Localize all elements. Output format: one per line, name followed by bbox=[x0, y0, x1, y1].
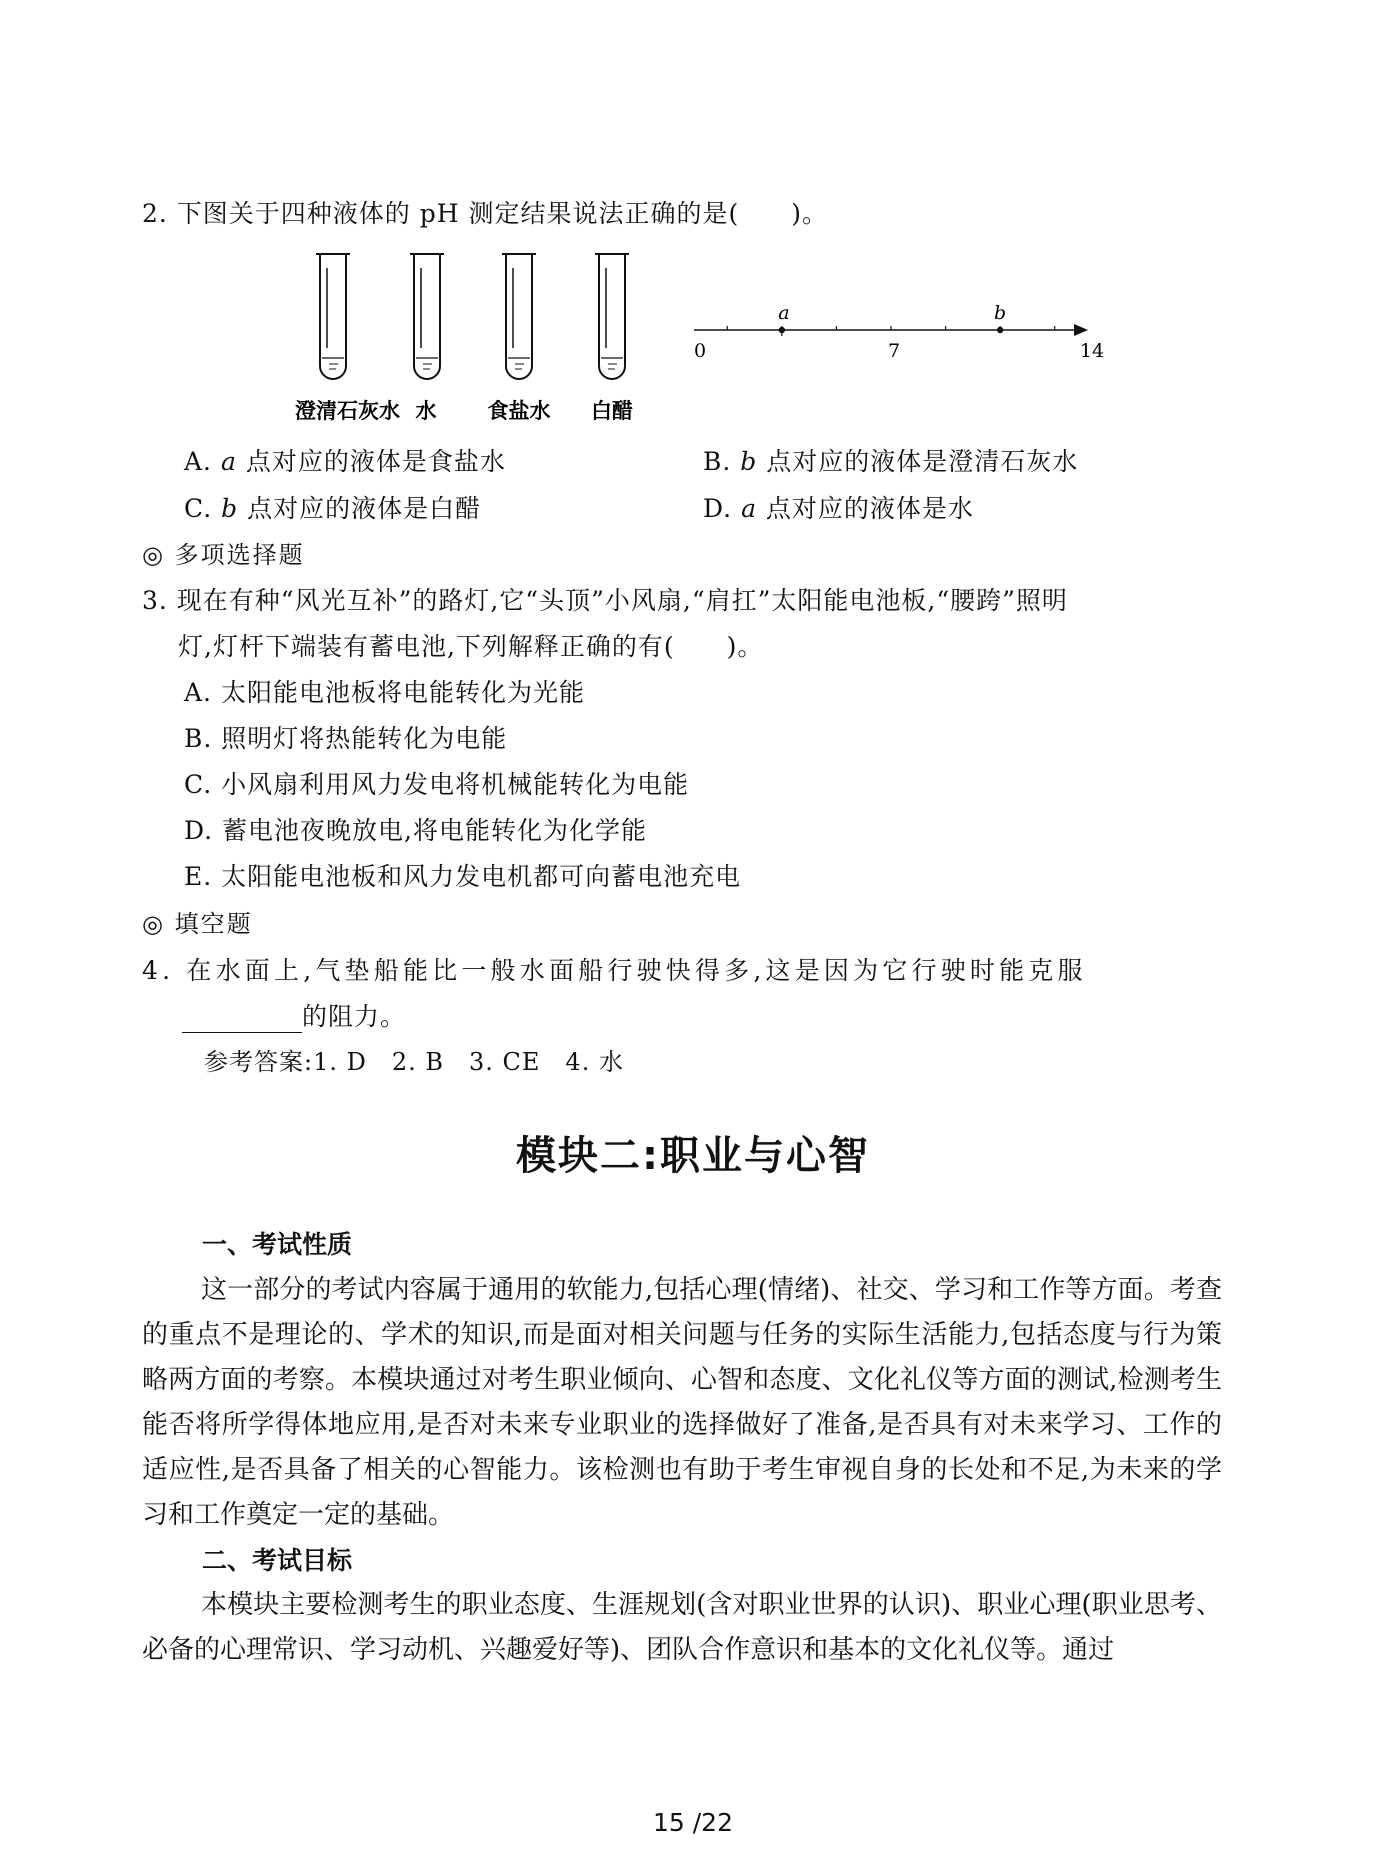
point-b-label: b bbox=[994, 302, 1007, 324]
section-fill-in: ◎ 填空题 bbox=[142, 910, 253, 938]
option-a-var: a bbox=[220, 447, 237, 476]
section-multiple-choice: ◎ 多项选择题 bbox=[142, 541, 305, 569]
module-title: 模块二:职业与心智 bbox=[516, 1133, 870, 1179]
option-d-var: a bbox=[741, 494, 757, 523]
part2-paragraph: 本模块主要检测考生的职业态度、生涯规划(含对职业世界的认识)、职业心理(职业思考、必备的心理常识、学习动机、兴趣爱好等)、团队合作意识和基本的文化礼仪等。通过 bbox=[142, 1590, 1222, 1665]
option-c-var: b bbox=[221, 494, 239, 523]
option-c-letter: C. bbox=[184, 494, 213, 523]
tube-label-limewater: 澄清石灰水 bbox=[295, 398, 400, 423]
test-tube-saltwater bbox=[502, 254, 536, 379]
option-a-letter: A. bbox=[184, 447, 213, 476]
q4-stem-line1: 4. 在水面上,气垫船能比一般水面船行驶快得多,这是因为它行驶时能克服 bbox=[142, 956, 1087, 985]
option-b-text: 点对应的液体是澄清石灰水 bbox=[766, 447, 1079, 476]
q3-option-a: A. 太阳能电池板将电能转化为光能 bbox=[184, 678, 585, 707]
q4-answer-blank bbox=[182, 1008, 302, 1033]
option-c-text: 点对应的液体是白醋 bbox=[247, 494, 482, 523]
q3-option-c: C. 小风扇利用风力发电将机械能转化为电能 bbox=[184, 770, 690, 799]
q3-stem-line1: 3. 现在有种“风光互补”的路灯,它“头顶”小风扇,“肩扛”太阳能电池板,“腰跨”照明 bbox=[142, 586, 1068, 615]
q2-option-a bbox=[184, 446, 506, 478]
q3-stem-line2: 灯,灯杆下端装有蓄电池,下列解释正确的有( )。 bbox=[178, 632, 764, 661]
option-d-letter: D. bbox=[703, 494, 733, 523]
part1-heading: 一、考试性质 bbox=[202, 1230, 353, 1259]
part2-heading: 二、考试目标 bbox=[202, 1546, 353, 1575]
q2-option-d bbox=[703, 493, 974, 525]
tube-label-vinegar: 白醋 bbox=[591, 398, 633, 423]
option-b-var: b bbox=[740, 447, 758, 476]
q2-option-b bbox=[703, 446, 1078, 478]
test-tube-limewater bbox=[316, 254, 350, 379]
q2-option-c bbox=[184, 493, 481, 525]
q3-option-b: B. 照明灯将热能转化为电能 bbox=[184, 724, 508, 753]
q3-option-e: E. 太阳能电池板和风力发电机都可向蓄电池充电 bbox=[184, 862, 742, 891]
test-tubes-figure bbox=[280, 248, 680, 426]
option-a-text: 点对应的液体是食盐水 bbox=[245, 447, 506, 476]
q3-option-d: D. 蓄电池夜晚放电,将电能转化为化学能 bbox=[184, 816, 647, 845]
q4-stem-suffix: 的阻力。 bbox=[302, 1002, 407, 1031]
test-tube-water bbox=[410, 254, 444, 379]
q2-stem: 2. 下图关于四种液体的 pH 测定结果说法正确的是( )。 bbox=[142, 199, 829, 228]
axis-arrow-icon bbox=[1074, 324, 1088, 336]
option-d-text: 点对应的液体是水 bbox=[765, 494, 974, 523]
part1-section bbox=[142, 1222, 1222, 1673]
axis-label-14: 14 bbox=[1079, 340, 1105, 362]
point-a-label: a bbox=[778, 302, 790, 324]
test-tube-vinegar bbox=[595, 254, 629, 379]
axis-label-7: 7 bbox=[887, 340, 901, 362]
reference-answers: 参考答案:1. D 2. B 3. CE 4. 水 bbox=[204, 1048, 624, 1076]
tube-label-saltwater: 食盐水 bbox=[487, 398, 551, 423]
tube-label-water: 水 bbox=[415, 398, 437, 423]
q4-stem-line2 bbox=[182, 1001, 406, 1033]
page-number: 15 /22 bbox=[653, 1808, 733, 1837]
part1-paragraph: 这一部分的考试内容属于通用的软能力,包括心理(情绪)、社交、学习和工作等方面。考查的重点不是理论的、学术的知识,而是面对相关问题与任务的实际生活能力,包括态度与行为策略两方面的考察。本模块通过对考生职业倾向、心智和态度、文化礼仪等方面的测试,检测考生能否将所学得体地应用,是否对未来专业职业的选择做好了准备,是否具有对未来学习、工作的适应性,是否具备了相关的心智能力。该检测也有助于考生审视自身的长处和不足,为未来的学习和工作奠定一定的基础。 bbox=[142, 1275, 1222, 1530]
ph-number-line bbox=[680, 300, 1110, 370]
point-b bbox=[997, 327, 1003, 333]
axis-label-0: 0 bbox=[693, 340, 707, 362]
option-b-letter: B. bbox=[703, 447, 732, 476]
point-a bbox=[779, 327, 785, 333]
